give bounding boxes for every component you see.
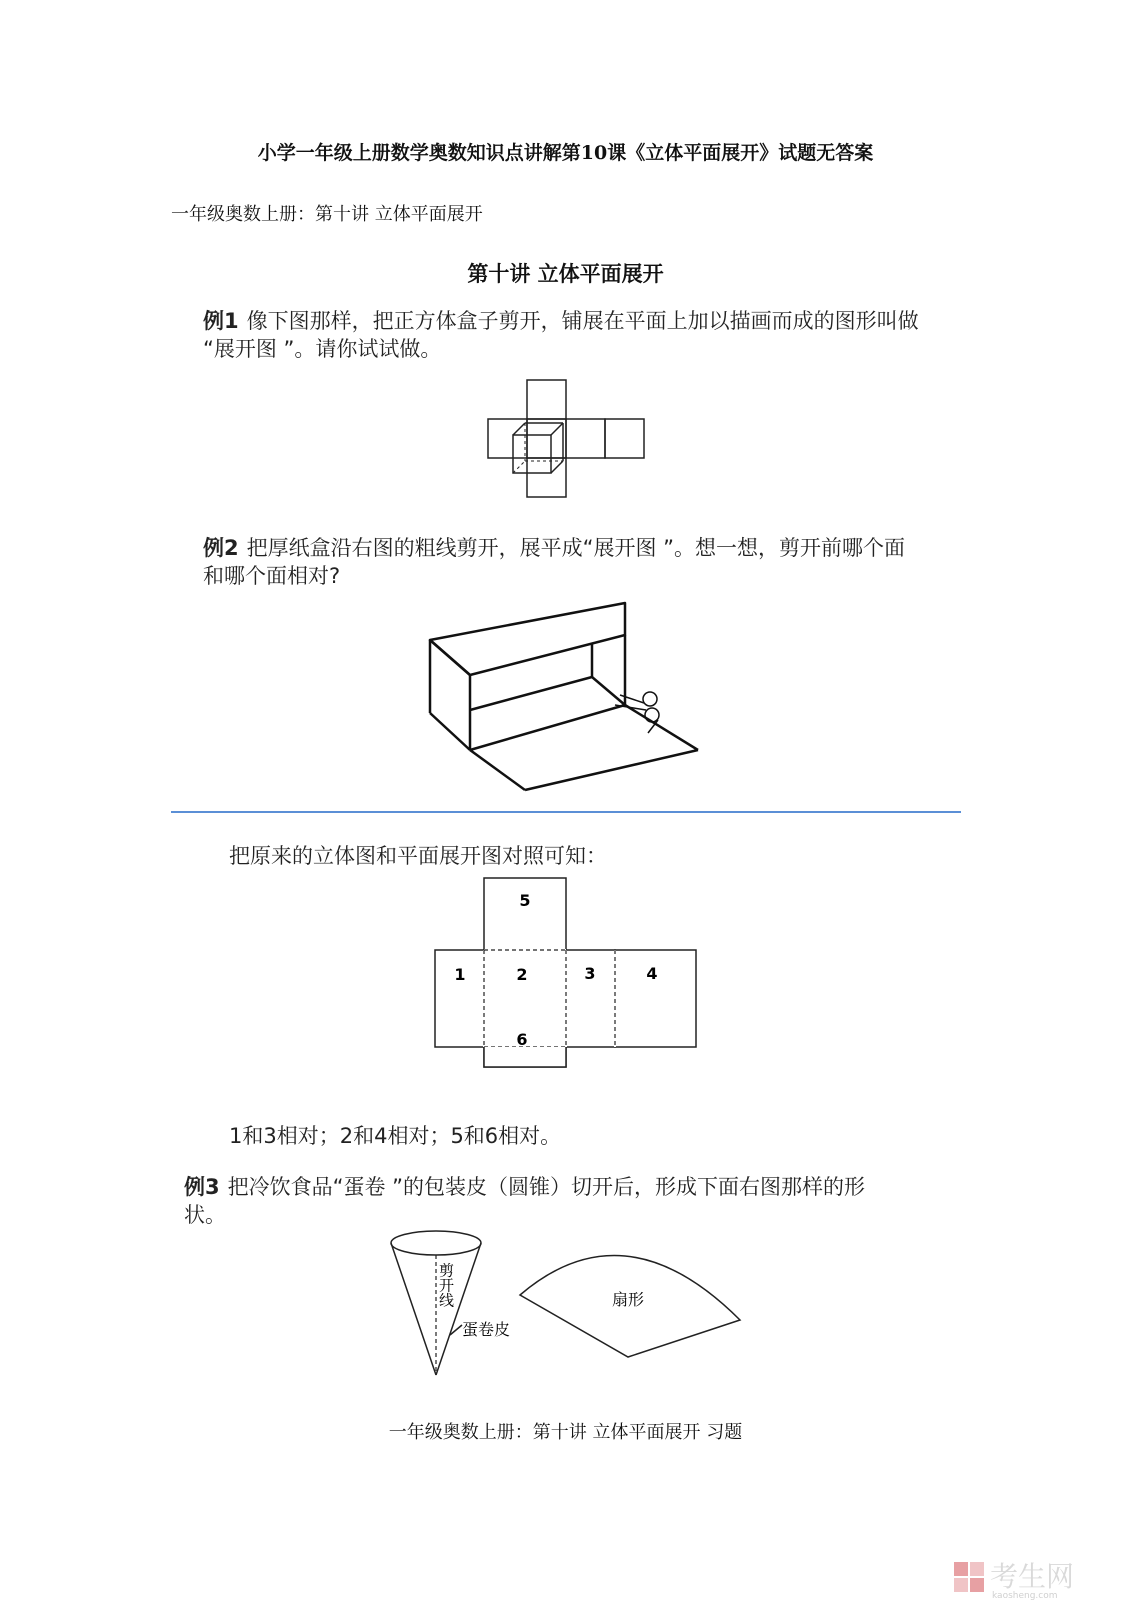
sector-label: 扇形 [611,1290,645,1309]
example-3-text-line-1: 把冷饮食品“蛋卷 ”的包装皮（圆锥）切开后，形成下面右图那样的形 [227,1175,866,1199]
watermark-brand: 考生网 [990,1560,1075,1593]
face-label-6: 6 [516,1030,528,1049]
cut-line-label: 剪开线 [437,1262,455,1308]
numbered-box-net-figure [430,875,705,1075]
example-3-label: 例3 [184,1175,220,1199]
example-2-text-line-1: 把厚纸盒沿右图的粗线剪开，展平成“展开图 ”。想一想，剪开前哪个面 [246,536,906,560]
example-2-text-line-2: 和哪个面相对? [203,564,341,588]
example-2 [203,534,943,590]
example-2-label: 例2 [203,536,239,560]
example-1-text-line-1: 像下图那样，把正方体盒子剪开，铺展在平面上加以描画而成的图形叫做 [246,309,919,333]
face-label-1: 1 [454,965,466,984]
cube-net-figure [480,375,650,505]
example-1 [203,307,943,363]
face-label-5: 5 [519,891,531,910]
lecture-title: 第十讲 立体平面展开 [467,262,664,286]
document-subtitle: 一年级奥数上册：第十讲 立体平面展开 [171,204,483,225]
comparison-intro: 把原来的立体图和平面展开图对照可知： [229,844,607,868]
example-1-label: 例1 [203,309,239,333]
cone-label: 蛋卷皮 [461,1320,511,1339]
document-title: 小学一年级上册数学奥数知识点讲解第10课《立体平面展开》试题无答案 [257,142,874,164]
example-3 [184,1173,944,1229]
section-divider [171,811,961,813]
watermark-url: kaosheng.com [992,1591,1058,1600]
exercise-heading: 一年级奥数上册：第十讲 立体平面展开 习题 [388,1422,743,1443]
box-cutting-figure [420,595,720,805]
kaosheng-logo [952,1558,1122,1600]
face-label-4: 4 [646,964,658,983]
example-3-text-line-2: 状。 [184,1203,226,1227]
cone-and-sector-figure [380,1225,760,1385]
face-label-3: 3 [584,964,596,983]
example-1-text-line-2: “展开图 ”。请你试试做。 [203,337,442,361]
face-label-2: 2 [516,965,528,984]
comparison-result: 1和3相对；2和4相对；5和6相对。 [229,1124,562,1148]
